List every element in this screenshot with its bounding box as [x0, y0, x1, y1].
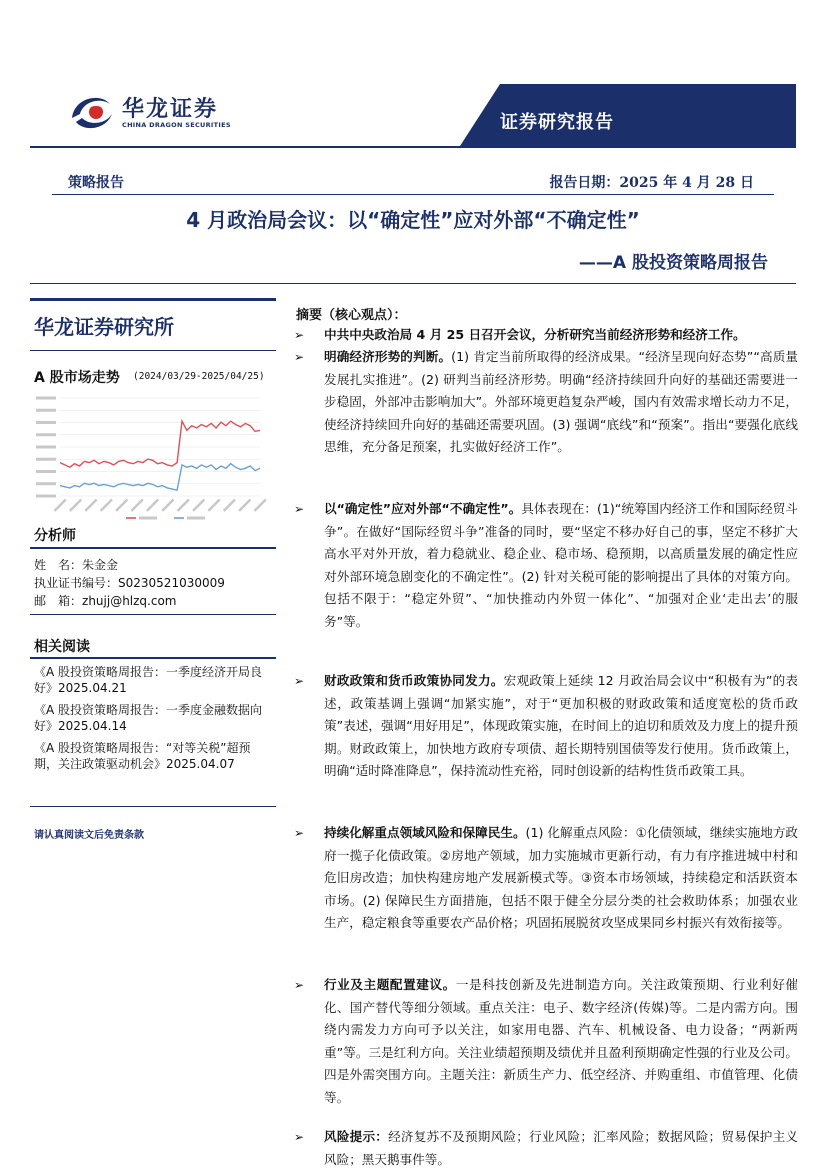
date-rule: [52, 194, 774, 195]
bullet-text: 具体表现在：(1)“统筹国内经济工作和国际经贸斗争”。在做好“国际经贸斗争”准备的同时，要“坚定不移办好自己的事，坚定不移扩大高水平对外开放，着力稳就业、稳企业、稳市场、稳预期，以高质量发展的确定性应对外部环境急剧变化的不确定性”。(2) 针对关税可能的影响提出了具体的对策方向。包括不限于：“稳定外贸”、“加快推动内外贸一体化”、“加强对企业‘走出去’的服务”等。: [324, 501, 798, 629]
chart-y-tick-label: [36, 409, 56, 412]
chart-x-tick-label: [254, 499, 267, 512]
chart-series-line: [60, 421, 260, 467]
arrow-bullet-icon: ➢: [294, 328, 305, 342]
analyst-bottom-sep: [30, 614, 276, 615]
market-chart-title: A 股市场走势: [34, 370, 120, 386]
bullet-lead: 中共中央政治局 4 月 25 日召开会议，分析研究当前经济形势和经济工作。: [324, 327, 746, 342]
analyst-name-value: 朱金金: [82, 558, 119, 572]
chart-x-tick-label: [84, 499, 97, 512]
abstract-bullet: [294, 974, 798, 1110]
chart-x-tick-label: [177, 499, 190, 512]
analyst-heading: 分析师: [34, 528, 76, 544]
header-rule: [30, 146, 796, 148]
chart-x-tick-label: [146, 499, 159, 512]
report-date: 报告日期：2025 年 4 月 28 日: [549, 175, 754, 191]
chart-x-tick-labels: [54, 499, 267, 512]
arrow-bullet-icon: ➢: [294, 502, 305, 516]
chart-y-tick-labels: [36, 397, 56, 498]
abstract-bullet: [294, 498, 798, 634]
related-item[interactable]: 《A 股投资策略周报告：一季度金融数据向好》2025.04.14: [34, 703, 263, 733]
chart-y-tick-label: [36, 397, 56, 400]
chart-y-tick-label: [36, 482, 56, 485]
chart-legend-label: [187, 517, 205, 520]
abstract-bullet: [294, 324, 798, 347]
chart-y-tick-label: [36, 458, 56, 461]
analyst-license-row: [34, 574, 225, 592]
bullet-text: (1) 肯定当前所取得的经济成果。“经济呈现向好态势”“高质量发展扎实推进”。(2) 研判当前经济形势。明确“经济持续回升向好的基础还需要进一步稳固，外部冲击影响加大”。外部环境更趋复杂严峻，国内有效需求增长动力不足，使经济持续回升向好的基础还需要巩固。(3) 强调“底线”和“预案”。指出“要强化底线思维，充分备足预案，扎实做好经济工作”。: [324, 349, 799, 455]
disclaimer-note: 请认真阅读文后免责条款: [34, 830, 144, 841]
analyst-license-label: 执业证书编号：: [34, 576, 119, 590]
title-rule: [30, 283, 796, 284]
logo-name-cn: 华龙证券: [122, 97, 219, 122]
chart-x-tick-label: [223, 499, 236, 512]
analyst-email-value[interactable]: zhujj@hlzq.com: [82, 594, 177, 608]
bullet-lead: 明确经济形势的判断。: [324, 349, 452, 364]
chart-y-tick-label: [36, 433, 56, 436]
related-sep: [30, 657, 276, 659]
chart-x-tick-label: [161, 499, 174, 512]
bullet-text: 宏观政策上延续 12 月政治局会议中“积极有为”的表述，政策基调上强调“加紧实施”，对于“更加积极的财政政策和适度宽松的货币政策”表述，强调“用好用足”，体现政策实施，在时间上的迫切和质效及力度上的提升预期。财政政策上，加快地方政府专项债、超长期特别国债等发行使用。货币政策上，明确“适时降准降息”，保持流动性充裕，同时创设新的结构性货币政策工具。: [324, 673, 798, 779]
abstract-bullet: [294, 346, 798, 459]
chart-x-tick-label: [115, 499, 128, 512]
chart-x-tick-label: [100, 499, 113, 512]
market-line-chart: [32, 392, 270, 530]
chart-legend: [126, 517, 205, 520]
bullet-lead: 以“确定性”应对外部“不确定性”。: [324, 501, 522, 516]
bullet-lead: 风险提示：: [324, 1129, 389, 1144]
chart-x-tick-label: [238, 499, 251, 512]
arrow-bullet-icon: ➢: [294, 826, 305, 840]
related-bottom-sep: [30, 806, 276, 807]
arrow-bullet-icon: ➢: [294, 674, 305, 688]
page-title: 4 月政治局会议：以“确定性”应对外部“不确定性”: [186, 208, 640, 232]
abstract-heading: 摘要（核心观点）：: [296, 308, 407, 323]
chart-x-tick-label: [69, 499, 82, 512]
arrow-bullet-icon: ➢: [294, 350, 305, 364]
chart-x-tick-label: [54, 499, 67, 512]
chart-legend-label: [139, 517, 157, 520]
bullet-lead: 持续化解重点领域风险和保障民生。: [324, 825, 526, 840]
bullet-lead: 行业及主题配置建议。: [324, 977, 456, 992]
abstract-bullet: [294, 670, 798, 783]
analyst-email-label: 邮 箱：: [34, 594, 83, 608]
chart-y-tick-label: [36, 421, 56, 424]
bullet-text: (1) 化解重点风险：①化债领域，继续实施地方政府一揽子化债政策。②房地产领域，加力实施城市更新行动，有力有序推进城中村和危旧房改造；加快构建房地产发展新模式等。③资本市场领域，持续稳定和活跃资本市场。(2) 保障民生方面措施，包括不限于健全分层分类的社会救助体系；加强农业生产，稳定粮食等重要农产品价格；巩固拓展脱贫攻坚成果同乡村振兴有效衔接等。: [324, 825, 799, 931]
report-category: 证券研究报告: [500, 112, 614, 133]
market-chart-range: (2024/03/29-2025/04/25): [133, 371, 265, 382]
institute-name: 华龙证券研究所: [34, 315, 174, 339]
chart-x-tick-label: [131, 499, 144, 512]
related-item[interactable]: 《A 股投资策略周报告：“对等关税”超预期，关注政策驱动机会》2025.04.07: [34, 741, 251, 771]
abstract-bullet: [294, 1126, 798, 1171]
analyst-name-row: [34, 556, 118, 574]
chart-x-tick-label: [207, 499, 220, 512]
bullet-lead: 财政政策和货币政策协同发力。: [324, 673, 504, 688]
analyst-license-value: S0230521030009: [118, 576, 225, 590]
chart-x-tick-label: [192, 499, 205, 512]
report-type: 策略报告: [68, 175, 124, 191]
analyst-email-row: [34, 592, 177, 610]
sidebar-sep: [30, 350, 276, 351]
chart-series-line: [60, 464, 260, 491]
chart-gridlines: [60, 398, 260, 496]
analyst-name-label: 姓 名：: [34, 558, 83, 572]
related-heading: 相关阅读: [34, 639, 90, 655]
arrow-bullet-icon: ➢: [294, 1130, 305, 1144]
analyst-sep: [30, 547, 276, 549]
sidebar-top-rule: [30, 298, 276, 301]
logo-name-en: CHINA DRAGON SECURITIES: [122, 121, 231, 129]
chart-series: [60, 421, 260, 490]
related-item[interactable]: 《A 股投资策略周报告：一季度经济开局良好》2025.04.21: [34, 665, 263, 695]
abstract-bullet: [294, 822, 798, 935]
chart-y-tick-label: [36, 495, 56, 498]
arrow-bullet-icon: ➢: [294, 978, 305, 992]
bullet-text: 经济复苏不及预期风险；行业风险；汇率风险；数据风险；贸易保护主义风险；黑天鹅事件等。: [324, 1129, 799, 1167]
chart-y-tick-label: [36, 446, 56, 449]
chart-y-tick-label: [36, 470, 56, 473]
page-subtitle: ——A 股投资策略周报告: [578, 253, 768, 273]
bullet-text: 一是科技创新及先进制造方向。关注政策预期、行业利好催化、国产替代等细分领域。重点关注：电子、数字经济(传媒)等。二是内需方向。围绕内需发力方向可予以关注，如家用电器、汽车、机械设备、电力设备；“两新两重”等。三是红利方向。关注业绩超预期及绩优并且盈利预期确定性强的行业及公司。四是外需突围方向。主题关注：新质生产力、低空经济、并购重组、市值管理、化债等。: [324, 977, 799, 1105]
dragon-logo-icon: [66, 88, 118, 134]
